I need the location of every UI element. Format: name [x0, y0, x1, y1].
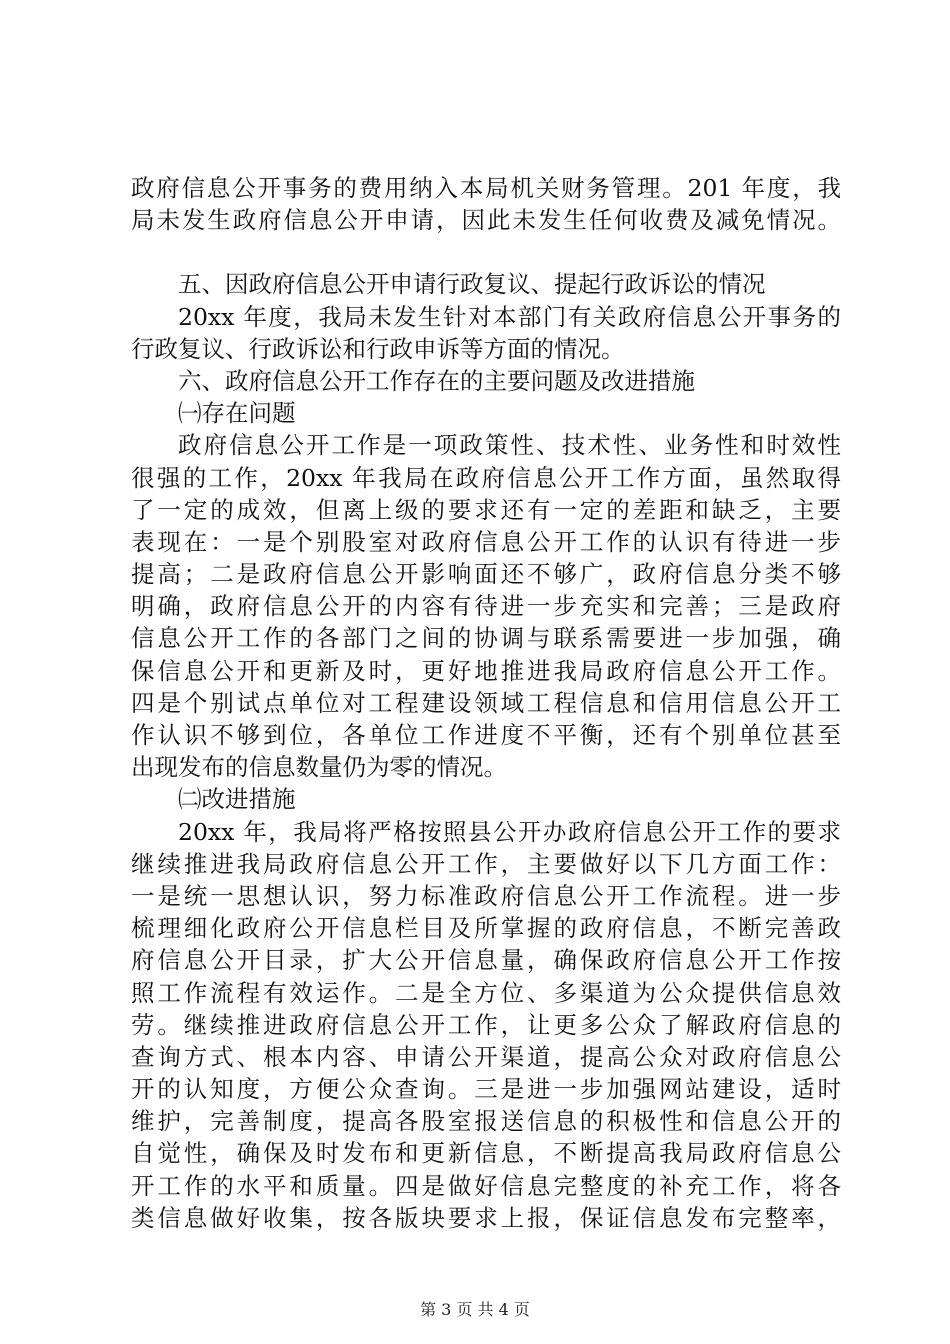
text-line: 作认识不够到位，各单位工作进度不平衡，还有个别单位甚至 — [131, 721, 841, 749]
text-line: 继续推进我局政府信息公开工作，主要做好以下几方面工作： — [131, 849, 841, 878]
subheading-text: ㈠存在问题 — [178, 399, 296, 428]
paragraph-problems — [131, 429, 841, 783]
text-line: 20xx 年，我局将严格按照县公开办政府信息公开工作的要求 — [178, 817, 841, 846]
page-number-label: 第 3 页 共 4 页 — [420, 1300, 530, 1319]
heading-text: 六、政府信息公开工作存在的主要问题及改进措施 — [178, 366, 695, 395]
paragraph-gap — [131, 236, 841, 268]
text-line: 表现在：一是个别股室对政府信息公开工作的认识有待进一步 — [131, 527, 841, 556]
text-line: 政府信息公开事务的费用纳入本局机关财务管理。201 年度，我 — [131, 174, 841, 202]
text-line: 梳理细化政府公开信息栏目及所掌握的政府信息，不断完善政 — [131, 914, 841, 943]
text-line: 维护，完善制度，提高各股室报送信息的积极性和信息公开的 — [131, 1107, 841, 1136]
text-line: 行政复议、行政诉讼和行政申诉等方面的情况。 — [131, 334, 625, 363]
text-line: 了一定的成效，但离上级的要求还有一定的差距和缺乏，主要 — [131, 495, 841, 524]
section-heading-6 — [131, 365, 841, 397]
text-line: 局未发生政府信息公开申请，因此未发生任何收费及减免情况。 — [131, 206, 841, 235]
subheading-text: ㈡改进措施 — [178, 785, 296, 814]
text-line: 出现发布的信息数量仍为零的情况。 — [131, 753, 507, 782]
section-heading-5 — [131, 268, 841, 300]
text-line: 保信息公开和更新及时，更好地推进我局政府信息公开工作。 — [131, 656, 841, 685]
text-line: 劳。继续推进政府信息公开工作，让更多公众了解政府信息的 — [131, 1010, 841, 1039]
subheading-improvement-measures — [131, 783, 841, 815]
text-line: 很强的工作，20xx 年我局在政府信息公开工作方面，虽然取得 — [131, 463, 841, 492]
paragraph-measures — [131, 816, 841, 1234]
text-line: 四是个别试点单位对工程建设领域工程信息和信用信息公开工 — [131, 688, 841, 717]
text-line: 一是统一思想认识，努力标准政府信息公开工作流程。进一步 — [131, 881, 841, 910]
text-line: 自觉性，确保及时发布和更新信息，不断提高我局政府信息公 — [131, 1139, 841, 1168]
heading-text: 五、因政府信息公开申请行政复议、提起行政诉讼的情况 — [178, 270, 766, 299]
paragraph-review-litigation — [131, 301, 841, 365]
text-line: 开工作的水平和质量。四是做好信息完整度的补充工作，将各 — [131, 1171, 841, 1200]
paragraph-fee-management — [131, 172, 841, 236]
text-line: 20xx 年度，我局未发生针对本部门有关政府信息公开事务的 — [178, 302, 841, 331]
text-line: 府信息公开目录，扩大公开信息量，确保政府信息公开工作按 — [131, 946, 841, 975]
text-line: 类信息做好收集，按各版块要求上报，保证信息发布完整率， — [131, 1203, 841, 1232]
text-line: 照工作流程有效运作。二是全方位、多渠道为公众提供信息效 — [131, 978, 841, 1007]
text-line: 提高；二是政府信息公开影响面还不够广，政府信息分类不够 — [131, 560, 841, 589]
document-body — [131, 172, 841, 1234]
text-line: 明确，政府信息公开的内容有待进一步充实和完善；三是政府 — [131, 592, 841, 621]
text-line: 查询方式、根本内容、申请公开渠道，提高公众对政府信息公 — [131, 1042, 841, 1071]
text-line: 开的认知度，方便公众查询。三是进一步加强网站建设，适时 — [131, 1075, 841, 1104]
text-line: 政府信息公开工作是一项政策性、技术性、业务性和时效性 — [178, 431, 841, 460]
text-line: 信息公开工作的各部门之间的协调与联系需要进一步加强，确 — [131, 624, 841, 653]
page-footer — [0, 1300, 950, 1320]
subheading-existing-problems — [131, 397, 841, 429]
